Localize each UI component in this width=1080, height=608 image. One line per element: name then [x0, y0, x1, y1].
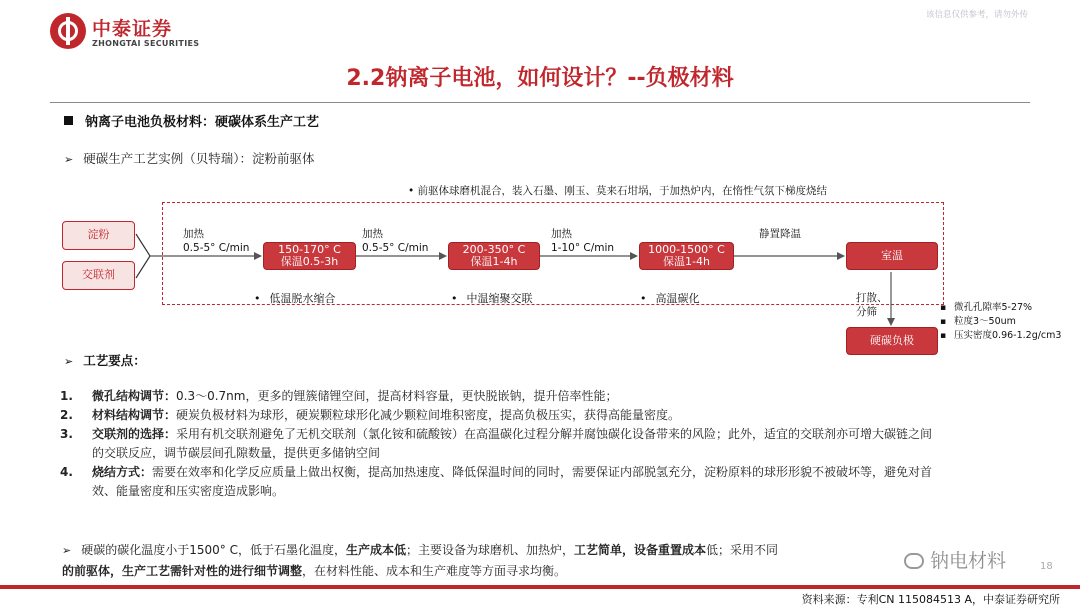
item-text: 0.3～0.7nm，更多的锂簇储锂空间，提高材料容量，更快脱嵌钠，提升倍率性能； — [176, 389, 618, 403]
arrow-right-icon: ➢ — [64, 153, 74, 166]
arrow-right-icon: ➢ — [64, 355, 74, 368]
stage-temp: 200-350° C — [462, 243, 526, 256]
points-list — [60, 387, 940, 501]
item-keyword: 微孔结构调节： — [92, 389, 177, 403]
product-hard-carbon — [846, 327, 938, 355]
stage-low-temp — [263, 242, 356, 270]
item-number: 2. — [60, 408, 73, 422]
brand-name-cn: 中泰证券 — [92, 18, 173, 40]
room-temp-label: 室温 — [881, 249, 903, 262]
list-item — [60, 463, 940, 501]
section-title: 钠离子电池负极材料：硬碳体系生产工艺 — [85, 115, 320, 130]
summary-paragraph: ➢ 硬碳的碳化温度小于1500° C，低于石墨化温度，生产成本低；主要设备为球磨机、加热炉，工艺简单，设备重置成本低；采用不同 的前驱体，生产工艺需针对性的进行细节调整，在材料性能、成本和生产难度等方面寻求均衡。 — [62, 543, 779, 578]
page-title: 2.2钠离子电池，如何设计？--负极材料 — [346, 66, 734, 91]
arrow-label-heat-1: 加热 0.5-5° C/min — [183, 228, 250, 254]
item-number: 4. — [60, 465, 73, 479]
spec-item: ▪ 压实密度0.96-1.2g/cm3 — [940, 329, 1068, 343]
list-item — [60, 406, 940, 425]
wechat-icon — [904, 553, 924, 569]
points-heading — [64, 351, 146, 369]
stage-hold: 保温0.5-3h — [280, 255, 339, 268]
input-crosslinker: 交联剂 — [62, 261, 135, 290]
arrow-right-icon: ➢ — [62, 544, 72, 557]
source-note: 资料来源：专利CN 115084513 A，中泰证券研究所 — [801, 593, 1060, 606]
stage-note-carbonization: • 高温碳化 — [640, 290, 700, 306]
arrow-label-sieving: 打散、 分筛 — [856, 292, 888, 318]
points-title: 工艺要点： — [83, 353, 146, 368]
stage-temp: 150-170° C — [278, 243, 341, 256]
spec-item: ▪ 粒度3～50um — [940, 315, 1068, 329]
stage-high-temp — [639, 242, 734, 270]
stage-note-dehydration: • 低温脱水缩合 — [254, 290, 336, 306]
item-keyword: 交联剂的选择： — [92, 427, 177, 441]
input-starch: 淀粉 — [62, 221, 135, 250]
stage-hold: 保温1-4h — [470, 255, 518, 268]
footer-bar — [0, 585, 1080, 589]
stage-room-temp — [846, 242, 938, 270]
list-item — [60, 387, 940, 406]
arrow-label-heat-3: 加热 1-10° C/min — [551, 228, 615, 254]
watermark-text: 钠电材料 — [930, 550, 1007, 572]
stage-note-crosslinking: • 中温缩聚交联 — [451, 290, 533, 306]
process-note: • 前驱体球磨机混合，装入石墨、刚玉、莫来石坩埚，于加热炉内，在惰性气氛下梯度烧结 — [408, 185, 828, 197]
subsection-title: 硬碳生产工艺实例（贝特瑞）：淀粉前驱体 — [83, 151, 315, 166]
arrow-label-heat-2: 加热 0.5-5° C/min — [362, 228, 429, 254]
item-text: 需要在效率和化学反应质量上做出权衡，提高加热速度、降低保温时间的同时，需要保证内部脱氢充分，淀粉原料的球形形貌不被破坏等，避免对首效、能量密度和压实密度造成影响。 — [92, 465, 933, 498]
page-number: 18 — [1040, 561, 1053, 572]
stage-mid-temp — [448, 242, 540, 270]
list-item — [60, 425, 940, 463]
item-text: 采用有机交联剂避免了无机交联剂（氯化铵和硫酸铵）在高温碳化过程分解并腐蚀碳化设备带来的风险；此外，适宜的交联剂亦可增大碳链之间的交联反应，调节碳层间孔隙数量，提供更多储钠空间 — [92, 427, 933, 460]
arrow-label-cooling: 静置降温 — [759, 228, 801, 240]
item-number: 3. — [60, 427, 73, 441]
spec-item: ▪ 微孔孔隙率5-27% — [940, 301, 1068, 315]
item-keyword: 材料结构调节： — [92, 408, 177, 422]
product-label: 硬碳负极 — [870, 334, 914, 347]
wechat-watermark — [904, 546, 1006, 573]
product-spec-list — [940, 301, 1068, 343]
input-merge-connector — [136, 234, 150, 278]
disclaimer: 该信息仅供参考，请勿外传 — [925, 10, 1028, 20]
item-text: 硬炭负极材料为球形，硬炭颗粒球形化减少颗粒间堆积密度，提高负极压实，获得高能量密度。 — [176, 408, 681, 422]
stage-temp: 1000-1500° C — [648, 243, 725, 256]
item-keyword: 烧结方式： — [92, 465, 153, 479]
item-number: 1. — [60, 389, 73, 403]
stage-hold: 保温1-4h — [663, 255, 710, 268]
brand-name-en: ZHONGTAI SECURITIES — [92, 39, 200, 48]
